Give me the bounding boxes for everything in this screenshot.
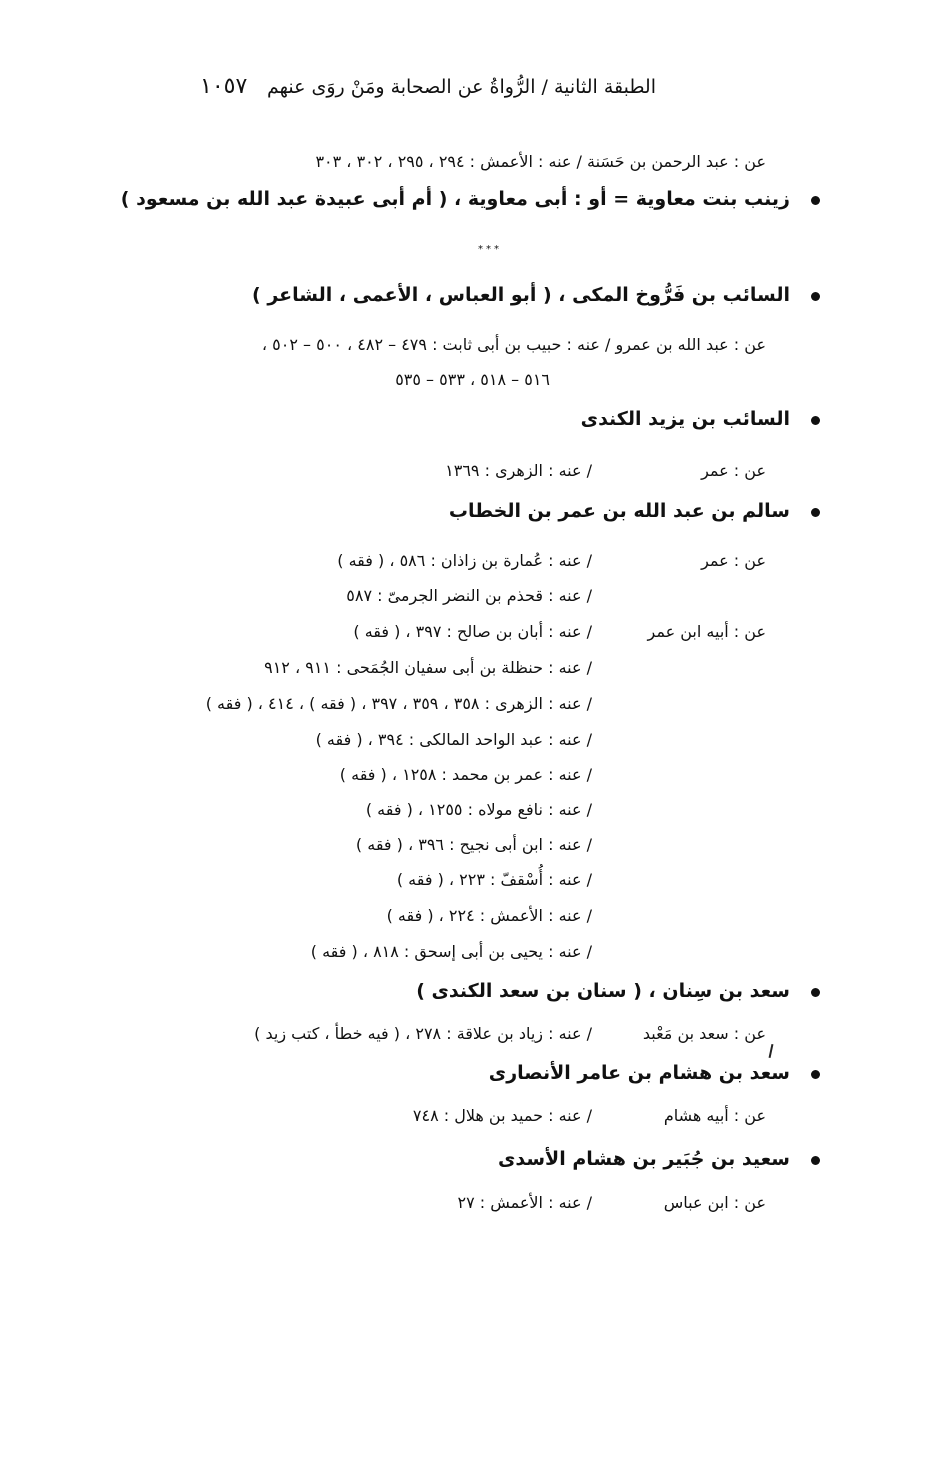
narrator-name: سعيد بن جُبَير بن هشام الأسدى xyxy=(497,1148,790,1170)
separator-stars: *** xyxy=(478,244,502,255)
to-label: / عنه : أبان بن صالح : ٣٩٧ ، ( فقه ) xyxy=(353,622,592,641)
to-label: / عنه : الزهرى : ١٣٦٩ xyxy=(445,461,592,480)
narrator-name: السائب بن فَرُّوخ المكى ، ( أبو العباس ، الأعمى ، الشاعر ) xyxy=(252,284,790,306)
to-label: / عنه : نافع مولاه : ١٢٥٥ ، ( فقه ) xyxy=(365,800,592,819)
to-label: / عنه : الأعمش : ٢٢٤ ، ( فقه ) xyxy=(386,906,592,925)
narration-line: عن : عبد الرحمن بن حَسَنة / عنه : الأعمش : ٢٩٤ ، ٢٩٥ ، ٣٠٢ ، ٣٠٣ xyxy=(315,152,766,171)
from-label: عن : عمر xyxy=(701,551,766,570)
from-label: عن : سعد بن مَعْبد xyxy=(642,1024,766,1043)
to-label: / عنه : الأعمش : ٢٧ xyxy=(457,1193,592,1212)
bullet-icon xyxy=(811,196,820,205)
narration-line-cont: ٥١٦ – ٥١٨ ، ٥٣٣ – ٥٣٥ xyxy=(395,370,550,389)
margin-mark xyxy=(769,1044,774,1058)
page-number: ١٠٥٧ xyxy=(200,74,248,99)
to-label: / عنه : ابن أبى نجيح : ٣٩٦ ، ( فقه ) xyxy=(355,835,592,854)
to-label: / عنه : أُسْقفّ : ٢٢٣ ، ( فقه ) xyxy=(396,870,592,889)
bullet-icon xyxy=(811,292,820,301)
bullet-icon xyxy=(811,1070,820,1079)
bullet-icon xyxy=(811,1156,820,1165)
to-label: / عنه : عُمارة بن زاذان : ٥٨٦ ، ( فقه ) xyxy=(337,551,592,570)
bullet-icon xyxy=(811,988,820,997)
from-label: عن : أبيه هشام xyxy=(663,1106,766,1125)
to-label: / عنه : قحذم بن النضر الجرمىّ : ٥٨٧ xyxy=(346,586,592,605)
narrator-name: سعد بن هشام بن عامر الأنصارى xyxy=(488,1062,790,1084)
from-label: عن : ابن عباس xyxy=(663,1193,766,1212)
to-label: / عنه : عبد الواحد المالكى : ٣٩٤ ، ( فقه ) xyxy=(315,730,592,749)
bullet-icon xyxy=(811,508,820,517)
to-label: / عنه : عمر بن محمد : ١٢٥٨ ، ( فقه ) xyxy=(339,765,592,784)
narrator-name: سالم بن عبد الله بن عمر بن الخطاب xyxy=(448,500,790,522)
bullet-icon xyxy=(811,416,820,425)
narrator-name: السائب بن يزيد الكندى xyxy=(580,408,790,430)
to-label: / عنه : حميد بن هلال : ٧٤٨ xyxy=(412,1106,592,1125)
narrator-name: زينب بنت معاوية = أو : أبى معاوية ، ( أم أبى عبيدة عبد الله بن مسعود ) xyxy=(120,188,790,210)
to-label: / عنه : زياد بن علاقة : ٢٧٨ ، ( فيه خطأ ، كتب زيد ) xyxy=(254,1024,592,1043)
narrator-name: سعد بن سِنان ، ( سنان بن سعد الكندى ) xyxy=(416,980,790,1002)
to-label: / عنه : حنظلة بن أبى سفيان الجُمَحى : ٩١١ ، ٩١٢ xyxy=(264,658,592,677)
from-label: عن : عمر xyxy=(701,461,766,480)
to-label: / عنه : يحيى بن أبى إسحق : ٨١٨ ، ( فقه ) xyxy=(310,942,592,961)
to-label: / عنه : الزهرى : ٣٥٨ ، ٣٥٩ ، ٣٩٧ ، ( فقه ) ، ٤١٤ ، ( فقه ) xyxy=(205,694,592,713)
narration-line: عن : عبد الله بن عمرو / عنه : حبيب بن أبى ثابت : ٤٧٩ – ٤٨٢ ، ٥٠٠ – ٥٠٢ ، xyxy=(261,335,766,354)
running-title: الطبقة الثانية / الرُّواةُ عن الصحابة ومَنْ روَى عنهم xyxy=(266,76,656,98)
from-label: عن : أبيه ابن عمر xyxy=(647,622,766,641)
